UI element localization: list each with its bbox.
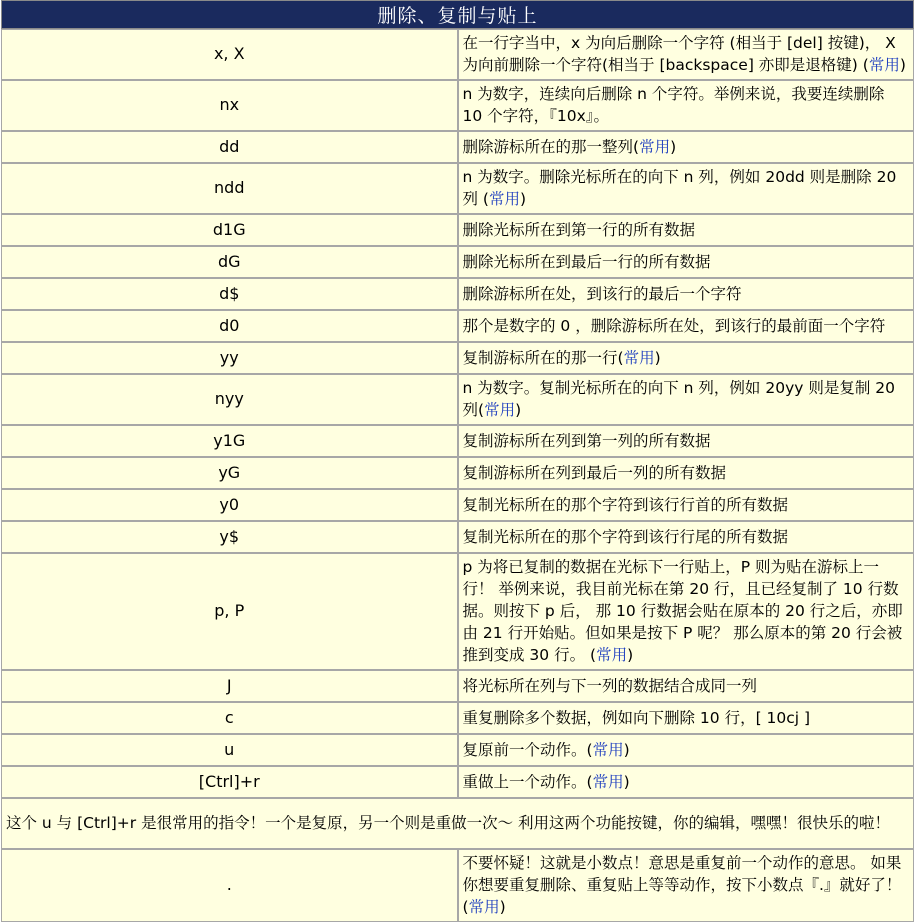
description-cell — [458, 521, 915, 553]
description-text: 复原前一个动作。( — [462, 740, 593, 759]
description-cell — [458, 489, 915, 521]
description-text: 删除游标所在的那一整列( — [462, 137, 640, 156]
description-cell — [458, 310, 915, 342]
table-row — [1, 766, 914, 798]
table-row — [1, 521, 914, 553]
description-text: 删除游标所在处，到该行的最后一个字符 — [462, 284, 742, 303]
description-tail: ) — [654, 348, 661, 367]
table-row — [1, 246, 914, 278]
description-cell — [458, 342, 915, 374]
table-row — [1, 425, 914, 457]
command-cell: J — [1, 670, 458, 702]
description-text: 将光标所在列与下一列的数据结合成同一列 — [462, 676, 758, 695]
commands-table — [1, 0, 914, 922]
table-row — [1, 278, 914, 310]
description-cell — [458, 131, 915, 163]
table-title-row — [1, 0, 914, 29]
description-text: 重复删除多个数据，例如向下删除 10 行，[ 10cj ] — [462, 708, 811, 727]
command-cell: yG — [1, 457, 458, 489]
description-tail: ) — [627, 646, 634, 664]
description-text: 复制游标所在的那一行( — [462, 348, 624, 367]
description-cell — [458, 163, 915, 214]
table-row — [1, 734, 914, 766]
commands-table-wrapper — [1, 0, 914, 916]
description-text: n 为数字，连续向后删除 n 个字符。举例来说，我要连续删除 10 个字符，『10x』。 — [462, 85, 885, 125]
description-cell — [458, 457, 915, 489]
common-tag: 常用 — [484, 401, 516, 419]
table-row — [1, 29, 914, 80]
description-cell — [458, 849, 915, 922]
description-text: 复制游标所在列到最后一列的所有数据 — [462, 463, 727, 482]
table-title: 删除、复制与贴上 — [1, 0, 914, 29]
note-row — [1, 798, 914, 849]
table-row — [1, 670, 914, 702]
description-cell — [458, 374, 915, 425]
common-tag: 常用 — [596, 646, 628, 664]
description-cell — [458, 766, 915, 798]
table-row — [1, 374, 914, 425]
description-cell — [458, 278, 915, 310]
command-cell: c — [1, 702, 458, 734]
description-text: 删除光标所在到第一行的所有数据 — [462, 220, 696, 239]
description-cell — [458, 214, 915, 246]
description-tail: ) — [623, 772, 630, 791]
common-tag: 常用 — [639, 137, 671, 156]
description-text: 复制光标所在的那个字符到该行行尾的所有数据 — [462, 527, 789, 546]
description-text: 删除光标所在到最后一行的所有数据 — [462, 252, 711, 271]
note-text: 这个 u 与 [Ctrl]+r 是很常用的指令！一个是复原，另一个则是重做一次～ 利用这两个功能按键，你的编辑，嘿嘿！很快乐的啦！ — [1, 798, 914, 849]
command-cell: d0 — [1, 310, 458, 342]
description-cell — [458, 29, 915, 80]
description-cell — [458, 734, 915, 766]
description-text: 复制光标所在的那个字符到该行行首的所有数据 — [462, 495, 789, 514]
command-cell: y0 — [1, 489, 458, 521]
description-text: p 为将已复制的数据在光标下一行贴上，P 则为贴在游标上一行！ 举例来说，我目前光标在第 20 行，且已经复制了 10 行数据。则按下 p 后， 那 10 行数据会贴在原本的 20 行之后，亦即由 21 行开始贴。但如果是按下 P 呢？ 那么原本的第 20 行会被推到变成 30 行。 ( — [462, 558, 903, 664]
description-tail: ) — [499, 898, 506, 916]
table-row — [1, 131, 914, 163]
table-row — [1, 214, 914, 246]
description-cell — [458, 246, 915, 278]
command-cell: y$ — [1, 521, 458, 553]
description-tail: ) — [623, 740, 630, 759]
description-text: 重做上一个动作。( — [462, 772, 593, 791]
table-row — [1, 457, 914, 489]
common-tag: 常用 — [592, 772, 624, 791]
common-tag: 常用 — [592, 740, 624, 759]
common-tag: 常用 — [623, 348, 655, 367]
table-row — [1, 342, 914, 374]
description-text: 复制游标所在列到第一列的所有数据 — [462, 431, 711, 450]
table-row — [1, 702, 914, 734]
description-tail: ) — [520, 190, 527, 208]
command-cell: dd — [1, 131, 458, 163]
table-row — [1, 849, 914, 922]
command-cell: nyy — [1, 374, 458, 425]
description-text: n 为数字。复制光标所在的向下 n 列，例如 20yy 则是复制 20 列( — [462, 379, 896, 419]
table-row — [1, 553, 914, 670]
command-cell: . — [1, 849, 458, 922]
command-cell: ndd — [1, 163, 458, 214]
description-tail: ) — [670, 137, 677, 156]
description-cell — [458, 80, 915, 131]
description-cell — [458, 702, 915, 734]
description-cell — [458, 553, 915, 670]
command-cell: d1G — [1, 214, 458, 246]
command-cell: y1G — [1, 425, 458, 457]
command-cell: [Ctrl]+r — [1, 766, 458, 798]
description-tail: ) — [899, 56, 906, 74]
description-cell — [458, 670, 915, 702]
table-row — [1, 163, 914, 214]
table-row — [1, 489, 914, 521]
command-cell: x, X — [1, 29, 458, 80]
command-cell: nx — [1, 80, 458, 131]
description-text: 那个是数字的 0 ，删除游标所在处，到该行的最前面一个字符 — [462, 316, 886, 335]
command-cell: dG — [1, 246, 458, 278]
command-cell: d$ — [1, 278, 458, 310]
description-text: 不要怀疑！这就是小数点！意思是重复前一个动作的意思。 如果你想要重复删除、重复贴上等等动作，按下小数点『.』就好了！ ( — [462, 854, 902, 916]
common-tag: 常用 — [488, 190, 520, 208]
command-cell: p, P — [1, 553, 458, 670]
table-row — [1, 80, 914, 131]
description-cell — [458, 425, 915, 457]
common-tag: 常用 — [868, 56, 900, 74]
command-cell: u — [1, 734, 458, 766]
common-tag: 常用 — [468, 898, 500, 916]
description-text: n 为数字。删除光标所在的向下 n 列，例如 20dd 则是删除 20 列 ( — [462, 168, 897, 208]
table-body — [1, 29, 914, 922]
description-text: 在一行字当中，x 为向后删除一个字符 (相当于 [del] 按键)， X 为向前删除一个字符(相当于 [backspace] 亦即是退格键) ( — [462, 34, 896, 74]
description-tail: ) — [515, 401, 522, 419]
command-cell: yy — [1, 342, 458, 374]
table-row — [1, 310, 914, 342]
